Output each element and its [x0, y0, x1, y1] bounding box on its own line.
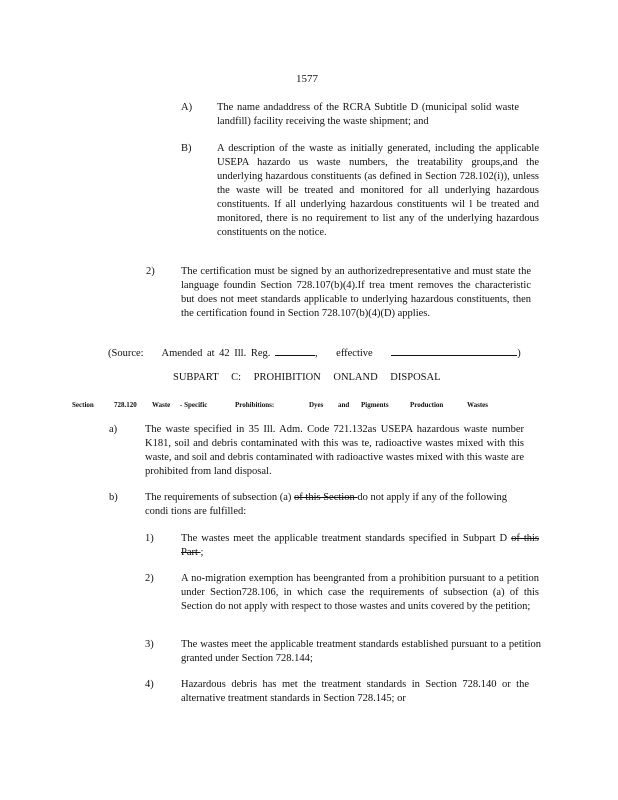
source-line [108, 345, 521, 361]
source-prefix: (Source: [108, 348, 144, 359]
para-b-deleted-text: of this Section [294, 492, 358, 503]
b-item-4-label: 4) [145, 679, 154, 690]
source-amended: Amended at 42 Ill. Reg. [161, 348, 271, 359]
b-item-1-deleted-text: of this Part [181, 533, 540, 558]
source-comma: , [315, 348, 318, 359]
b-item-2-label: 2) [145, 573, 154, 584]
effective-date-blank [391, 345, 517, 356]
item-2-label: 2) [146, 266, 155, 277]
para-a-text: The waste specified in 35 Ill. Adm. Code 721.132as USEPA hazardous waste number K181, soil and debris contaminated with this was te, radioactive wastes mixed with this waste, and soil and debris contaminated with radioactive wastes mixed with this waste are prohibited from land disposal. [145, 424, 524, 477]
item-a-label: A) [181, 102, 193, 113]
para-a-label: a) [109, 424, 118, 435]
b-item-1-main: The wastes meet the applicable treatment standards specified in Subpart D [181, 533, 512, 544]
heading-word-5: and [338, 401, 350, 409]
b-item-2-text: A no-migration exemption has beengranted from a prohibition pursuant to a petition under Section728.106, in which case the requirements of subsection (a) of this Section do not apply with respect to those wastes and units covered by the petition; [181, 573, 539, 612]
section-label: Section [72, 401, 94, 409]
heading-word-6: Pigments [361, 401, 389, 409]
item-b-text: A description of the waste as initially generated, including the applicable USEPA hazardo us waste numbers, the treatability groups,and the underlying hazardous constituents (as defined in Section 728.102(i)), unless the waste will be treated and monitored for all underlying hazardous constituents. If all underlying hazardous constituents wil l be treated and monitored, there is no requirement to list any of the underlying hazardous constituents on the notice. [217, 143, 539, 238]
page-number: 1577 [296, 73, 318, 85]
heading-word-2: - Specific [180, 401, 208, 409]
para-b-text [145, 491, 507, 519]
b-item-3-label: 3) [145, 639, 154, 650]
item-2-text: The certification must be signed by an authorizedrepresentative and must state the language foundin Section 728.107(b)(4).If trea tment removes the characteristic but does not meet standards applicable to underlying hazardous constituents, then the certification found in Section 728.107(b)(4)(D) applies. [181, 266, 531, 319]
source-close: ) [517, 348, 521, 359]
heading-word-7: Production [410, 401, 444, 409]
b-item-1-tail: ; [200, 547, 204, 558]
b-item-3-text: The wastes meet the applicable treatment standards established pursuant to a petition granted under Section 728.144; [181, 639, 541, 664]
b-item-1-text [181, 532, 539, 560]
heading-word-3: Prohibitions: [235, 401, 275, 409]
register-blank [275, 345, 315, 356]
heading-word-8: Wastes [467, 401, 488, 409]
b-item-1-label: 1) [145, 533, 154, 544]
b-item-4-text: Hazardous debris has met the treatment standards in Section 728.140 or the alternative treatment standards in Section 728.145; or [181, 679, 529, 704]
heading-word-1: Waste [152, 401, 171, 409]
item-b-label: B) [181, 143, 192, 154]
para-b-label: b) [109, 492, 118, 503]
section-number: 728.120 [114, 401, 137, 409]
item-a-text: The name andaddress of the RCRA Subtitle D (municipal solid waste landfill) facility receiving the waste shipment; and [217, 102, 519, 127]
subpart-heading: SUBPART C: PROHIBITION ONLAND DISPOSAL [173, 372, 441, 383]
source-effective: effective [336, 348, 373, 359]
heading-word-4: Dyes [309, 401, 324, 409]
para-b-text-after: do not apply if any of the following condi tions are fulfilled: [145, 492, 507, 517]
para-b-text-before: The requirements of subsection (a) [145, 492, 295, 503]
